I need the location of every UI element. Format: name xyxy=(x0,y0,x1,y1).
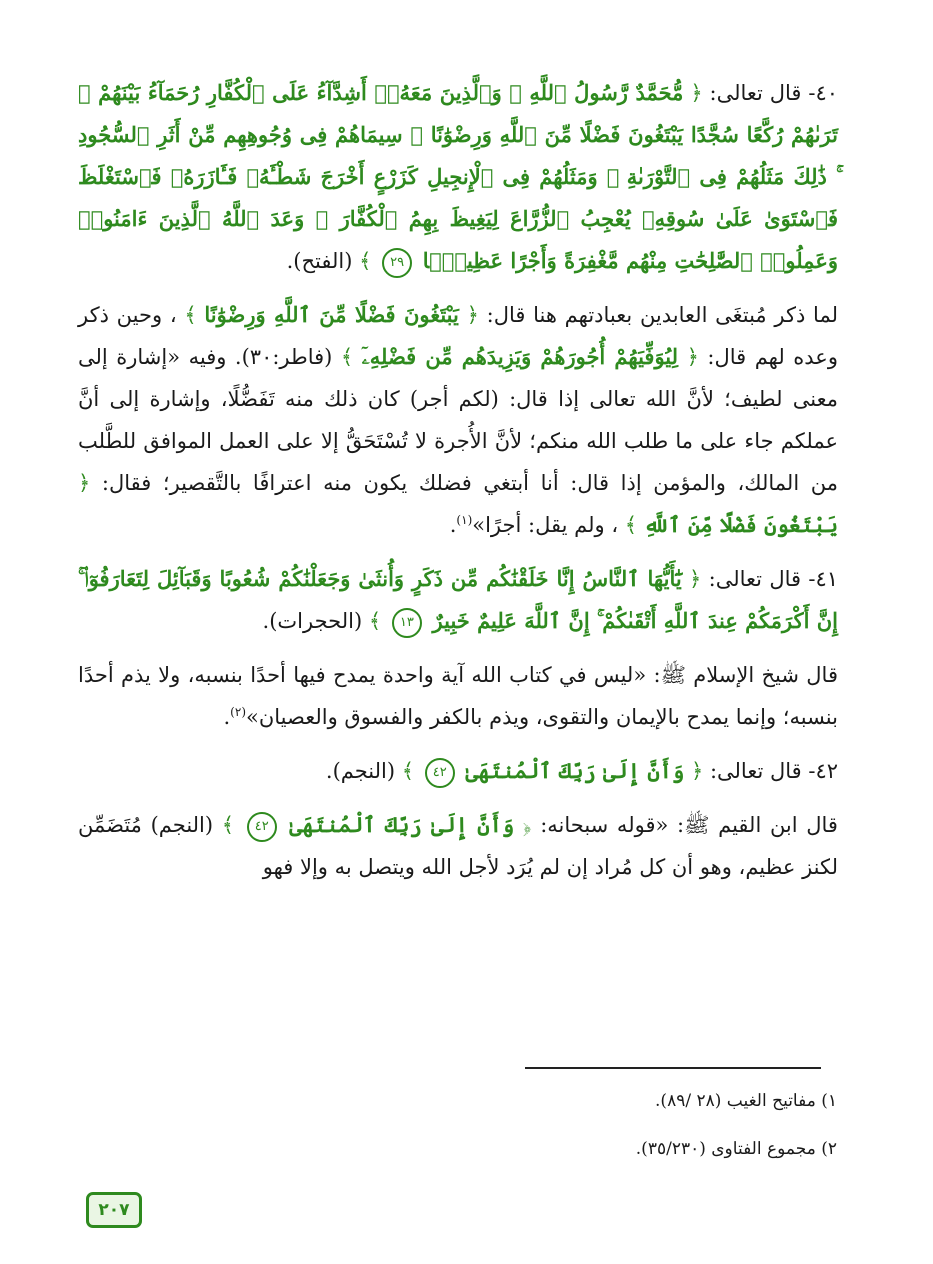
bracket-close: ﴾ xyxy=(624,513,638,537)
footnote-divider xyxy=(525,1067,821,1069)
verse-intro: ٤١- قال تعالى: xyxy=(701,567,838,591)
bracket-open: ﴿ xyxy=(522,813,532,837)
bracket-close: ﴾ xyxy=(401,759,415,783)
sura-name: (النجم). xyxy=(325,759,396,783)
text-span: لما ذكر مُبتغَى العابدين بعبادتهم هنا قال: xyxy=(478,303,838,327)
footnote-1: ١) مفاتيح الغيب (٢٨ /٨٩). xyxy=(655,1091,837,1111)
bracket-open: ﴿ xyxy=(686,345,699,369)
text-span: . xyxy=(223,705,231,729)
page-body xyxy=(78,72,838,900)
paragraph-42 xyxy=(78,750,838,792)
sura-name: (الحجرات). xyxy=(262,609,363,633)
paragraph-qayyim xyxy=(78,804,838,888)
bracket-close: ﴾ xyxy=(340,345,354,369)
bracket-close: ﴾ xyxy=(221,813,235,837)
paragraph-40 xyxy=(78,72,838,282)
footnote-2: ٢) مجموع الفتاوى (٣٥/٢٣٠). xyxy=(635,1139,837,1159)
ayah-number: ١٣ xyxy=(392,608,422,638)
quran-verse: وَأَنَّ إِلَىٰ رَبِّكَ ٱلْمُنتَهَىٰ xyxy=(465,758,685,783)
bracket-open: ﴿ xyxy=(690,81,703,105)
quran-quote: يَبْتَغُونَ فَضْلًا مِّنَ ٱللَّهِ xyxy=(643,512,838,537)
ayah-number: ٢٩ xyxy=(382,248,412,278)
paragraph-lamma xyxy=(78,294,838,546)
bracket-open: ﴿ xyxy=(690,759,704,783)
quran-quote: يَبْتَغُونَ فَضْلًا مِّنَ ٱللَّهِ وَرِضْوَٰنًا xyxy=(204,302,459,327)
footnote-ref-1[interactable]: (١) xyxy=(456,513,473,527)
bracket-close: ﴾ xyxy=(368,609,382,633)
text-span: ، ولم يقل: أجرًا» xyxy=(472,513,619,537)
text-span: (النجم) مُتَضَمِّن لكنز عظيم، وهو أن كل مُراد إن لم يُرَد لأجل الله ويتصل به وإلا فهو xyxy=(78,813,838,879)
sura-name: (الفتح). xyxy=(286,249,353,273)
footnotes xyxy=(137,1088,837,1184)
text-span: ، وحين ذكر وعده لهم قال: xyxy=(78,303,838,369)
bracket-open: ﴿ xyxy=(689,567,702,591)
bracket-close: ﴾ xyxy=(184,303,197,327)
text-span: قال ابن القيم ﷺ: «قوله سبحانه: xyxy=(531,813,838,837)
quran-verse: مُّحَمَّدٌ رَّسُولُ ٱللَّهِ ۚ وَٱلَّذِينَ مَعَهُۥٓ أَشِدَّآءُ عَلَى ٱلْكُفَّارِ رُحَمَآءُ بَيْنَهُمْ ۖ تَرَىٰهُمْ رُكَّعًا سُجَّدًا يَبْتَغُونَ فَضْلًا مِّنَ ٱللَّهِ وَرِضْوَٰنًا ۖ سِيمَاهُمْ فِى وُجُوهِهِم مِّنْ أَثَرِ ٱلسُّجُودِ ۚ ذَٰلِكَ مَثَلُهُمْ فِى ٱلتَّوْرَىٰةِ ۚ وَمَثَلُهُمْ فِى ٱلْإِنجِيلِ كَزَرْعٍ أَخْرَجَ شَطْـَٔهُۥ فَـَٔازَرَهُۥ فَٱسْتَغْلَظَ فَٱسْتَوَىٰ عَلَىٰ سُوقِهِۦ يُعْجِبُ ٱلزُّرَّاعَ لِيَغِيظَ بِهِمُ ٱلْكُفَّارَ ۗ وَعَدَ ٱللَّهُ ٱلَّذِينَ ءَامَنُوا۟ وَعَمِلُوا۟ ٱلصَّٰلِحَٰتِ مِنْهُم مَّغْفِرَةً وَأَجْرًا عَظِيمًۢا xyxy=(78,80,838,273)
text-span: وفيه «إشارة إلى معنى لطيف؛ لأنَّ الله تعالى إذا قال: (لكم أجر) كان ذلك منه تَفَضُّلًا، وإشارة إلى أنَّ عملكم جاء على ما طلب الله منكم؛ لأنَّ الأُجرة لا تُسْتَحَقُّ إلا على العمل الموافق للطَّلب من المالك، والمؤمن إذا قال: أنا أبتغي فضلك يكون منه اعترافًا بالتَّقصير؛ فقال: xyxy=(78,345,838,495)
bracket-open: ﴿ xyxy=(466,303,479,327)
quran-quote: لِيُوَفِّيَهُمْ أُجُورَهُمْ وَيَزِيدَهُم مِّن فَضْلِهِۦٓ xyxy=(361,344,679,369)
footnote-ref-2[interactable]: (٢) xyxy=(230,705,246,719)
quran-verse: وَأَنَّ إِلَىٰ رَبِّكَ ٱلْمُنتَهَىٰ xyxy=(289,812,515,837)
quran-verse: يَٰٓأَيُّهَا ٱلنَّاسُ إِنَّا خَلَقْنَٰكُم مِّن ذَكَرٍ وَأُنثَىٰ وَجَعَلْنَٰكُمْ شُعُوبًا وَقَبَآئِلَ لِتَعَارَفُوٓا۟ ۚ إِنَّ أَكْرَمَكُمْ عِندَ ٱللَّهِ أَتْقَىٰكُمْ ۚ إِنَّ ٱللَّهَ عَلِيمٌ خَبِيرٌ xyxy=(78,566,838,633)
page-number: ٢٠٧ xyxy=(86,1192,142,1228)
ayah-number: ٤٢ xyxy=(247,812,277,842)
paragraph-shaykh xyxy=(78,654,838,738)
verse-intro: ٤٠- قال تعالى: xyxy=(702,81,838,105)
ayah-number: ٤٢ xyxy=(425,758,455,788)
bracket-open: ﴿ xyxy=(78,471,91,495)
text-span: (فاطر:٣٠). xyxy=(234,345,333,369)
verse-intro: ٤٢- قال تعالى: xyxy=(703,759,838,783)
text-span: . xyxy=(449,513,457,537)
text-span: قال شيخ الإسلام ﷺ: «ليس في كتاب الله آية واحدة يمدح فيها أحدًا بنسبه، ولا يذم أحدًا بنسبه؛ وإنما يمدح بالإيمان والتقوى، ويذم بالكفر والفسوق والعصيان» xyxy=(78,663,838,729)
bracket-close: ﴾ xyxy=(359,249,372,273)
paragraph-41 xyxy=(78,558,838,642)
